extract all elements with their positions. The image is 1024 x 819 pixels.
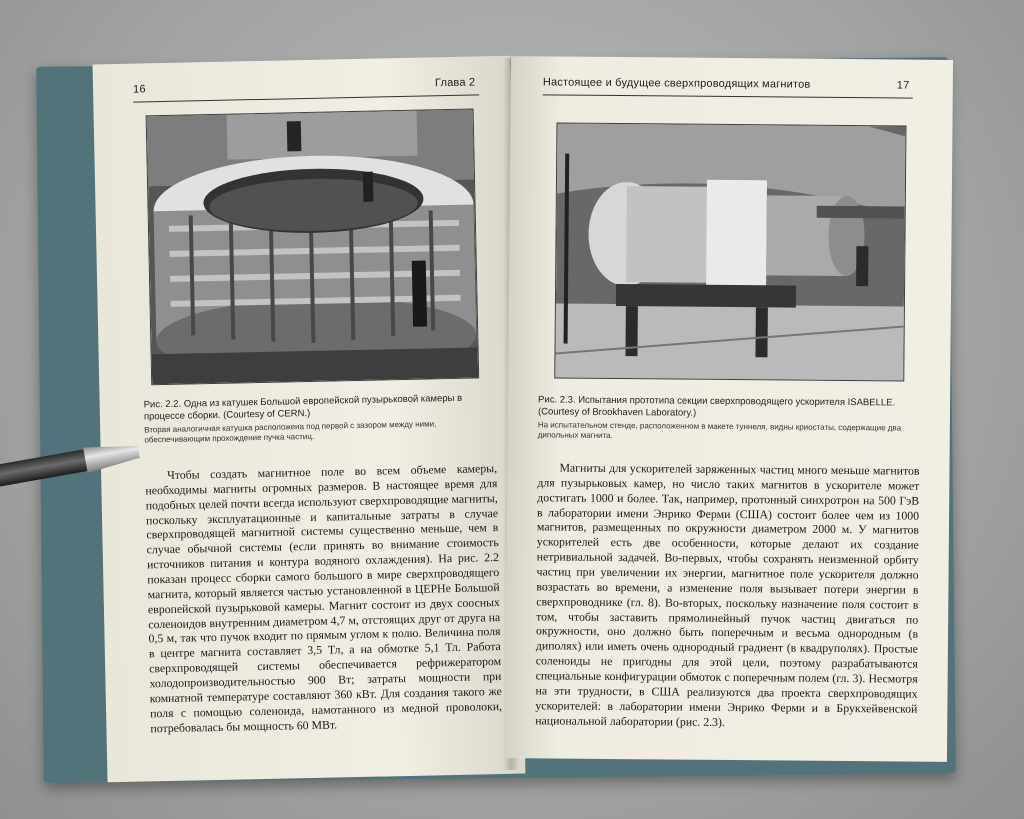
figure-2-2-photo [146, 108, 480, 385]
right-body-text [535, 460, 919, 731]
header-rule [133, 94, 479, 102]
figure-2-3-caption: Рис. 2.3. Испытания прототипа секции сверхпроводящего ускорителя ISABELLE. (Courtesy of Brookhaven Laboratory.) [537, 394, 896, 419]
figure-2-2-note: Вторая аналогичная катушка расположена под первой с зазором между ними, обеспечивающим прохождение пучка частиц. [144, 419, 437, 445]
right-page-number: 17 [896, 79, 910, 92]
left-page [93, 56, 526, 783]
right-paragraph: Магниты для ускорителей заряженных частиц много меньше магнитов для пузырьковых камер, но число таких магнитов в ускорителе может достигать 1000 и более. Так, например, протонный синхротрон на 500 ГэВ в лаборатории имени Энрико Ферми (США) состоит более чем из 1000 магнитов, размещенных по окружности диаметром 2000 м. У магнитов ускорителей есть две особенности, которые делают их создание нетривиальной задачей. Во-первых, чтобы сохранять неизменной орбиту частиц при увеличении их энергии, магнитное поле ускорителя должно возрастать во времени, а изменение поля вызывает потери энергии в сверхпроводнике (гл. 8). Во-вторых, поскольку назначение поля состоит в том, чтобы заставить прямолинейный пучок частиц двигаться по окружности, оно должно быть поперечным и весьма однородным (в диполях) или иметь очень однородный градиент (в квадруполях). Простые соленоиды не пригодны для этой цели, поэтому разрабатываются специальные конфигурации обмоток с поперечным полем (гл. 3). Несмотря на эти трудности, в США реализуются два проекта сверхпроводящих ускорителей: в лаборатории имени Энрико Ферми и в Брукхейвенской национальной лаборатории (рис. 2.3). [535, 460, 920, 729]
left-paragraph: Чтобы создать магнитное поле во всем объеме камеры, необходимы магниты огромных размеров. В настоящее время для подобных целей почти всегда используют сверхпроводящие магниты, поскольку эксплуатационные и капитальные затраты в случае сверхпроводящей магнитной системы существенно меньше, чем в случае обычной системы (если принять во внимание стоимость источников питания и контура водяного охлаждения). На рис. 2.2 показан процесс сборки самого большого в мире сверхпроводящего магнита, который является частью установленной в ЦЕРНе Большой европейской пузырьковой камеры. Магнит состоит из двух соосных соленоидов внутренним диаметром 4,7 м, отстоящих друг от друга на 0,5 м, так что пучок входит по прямым углом к полю. Величина поля в центре магнита составляет 3,5 Тл, а на обмотке 5,1 Тл. Работа сверхпроводящей системы обеспечивается рефрижератором холодопроизводительностью 900 Вт; затраты мощности при комнатной температуре составляют 360 кВт. Для создания такого же поля с помощью соленоида, намотанного из медной проволоки, потребовалась бы мощность 60 МВт. [145, 461, 503, 735]
right-page [505, 56, 953, 762]
figure-2-2-caption-block [144, 392, 495, 445]
header-rule [543, 94, 913, 98]
running-head: Настоящее и будущее сверхпроводящих магнитов [542, 76, 811, 91]
figure-2-2-caption: Рис. 2.2. Одна из катушек Большой европейской пузырьковой камеры в процессе сборки. (Courtesy of CERN.) [143, 392, 463, 423]
figure-2-3-note: На испытательном стенде, расположенном в макете туннеля, видны криостаты, содержащие два дипольных магнита. [537, 420, 902, 440]
chapter-heading: Глава 2 [434, 76, 476, 90]
figure-2-3-photo [554, 122, 906, 381]
left-page-number: 16 [132, 83, 146, 96]
figure-2-3-caption-block [538, 394, 918, 443]
left-body-text [145, 461, 503, 736]
